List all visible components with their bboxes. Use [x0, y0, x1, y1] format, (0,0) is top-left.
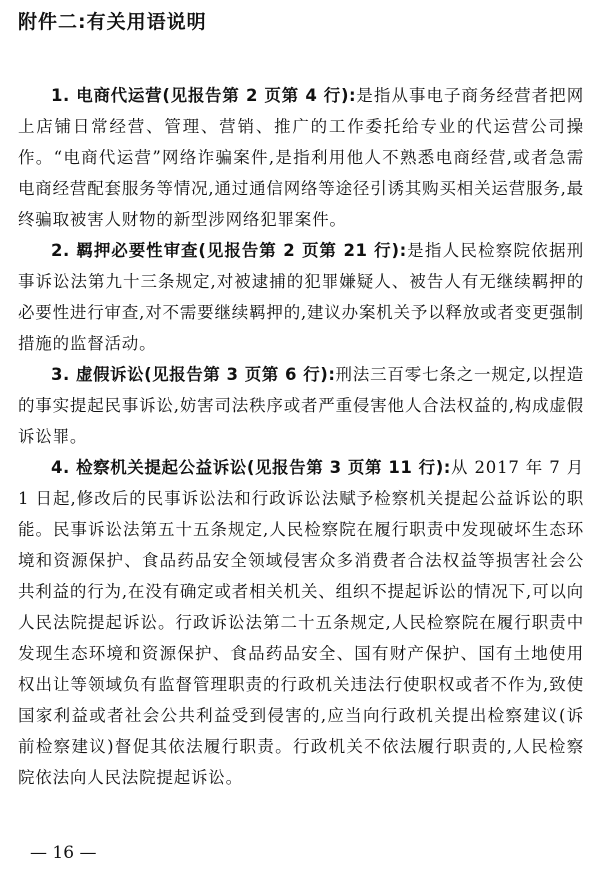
- document-body: [18, 80, 584, 793]
- term-entry-2: [18, 235, 584, 359]
- term-heading-2: 2. 羁押必要性审查(见报告第 2 页第 21 行):: [51, 241, 407, 260]
- term-entry-1: [18, 80, 584, 235]
- term-heading-4: 4. 检察机关提起公益诉讼(见报告第 3 页第 11 行):: [51, 458, 451, 477]
- term-entry-3: [18, 359, 584, 452]
- term-heading-1: 1. 电商代运营(见报告第 2 页第 4 行):: [51, 86, 357, 105]
- annex-title: 附件二:有关用语说明: [18, 11, 207, 33]
- term-heading-3: 3. 虚假诉讼(见报告第 3 页第 6 行):: [51, 365, 336, 384]
- term-definition-2: 是指人民检察院依据刑事诉讼法第九十三条规定,对被逮捕的犯罪嫌疑人、被告人有无继续羁押的必要性进行审查,对不需要继续羁押的,建议办案机关予以释放或者变更强制措施的监督活动。: [18, 241, 585, 353]
- term-definition-3: 刑法三百零七条之一规定,以捏造的事实提起民事诉讼,妨害司法秩序或者严重侵害他人合法权益的,构成虚假诉讼罪。: [18, 365, 584, 446]
- term-entry-4: [18, 452, 584, 793]
- page-number: — 16 —: [30, 843, 97, 863]
- term-definition-4: 从 2017 年 7 月 1 日起,修改后的民事诉讼法和行政诉讼法赋予检察机关提起公益诉讼的职能。民事诉讼法第五十五条规定,人民检察院在履行职责中发现破坏生态环境和资源保护、食品药品安全领域侵害众多消费者合法权益等损害社会公共利益的行为,在没有确定或者相关机关、组织不提起诉讼的情况下,可以向人民法院提起诉讼。行政诉讼法第二十五条规定,人民检察院在履行职责中发现生态环境和资源保护、食品药品安全、国有财产保护、国有土地使用权出让等领域负有监督管理职责的行政机关违法行使职权或者不作为,致使国家利益或者社会公共利益受到侵害的,应当向行政机关提出检察建议(诉前检察建议)督促其依法履行职责。行政机关不依法履行职责的,人民检察院依法向人民法院提起诉讼。: [18, 458, 585, 787]
- term-definition-1: 是指从事电子商务经营者把网上店铺日常经营、管理、营销、推广的工作委托给专业的代运营公司操作。“电商代运营”网络诈骗案件,是指利用他人不熟悉电商经营,或者急需电商经营配套服务等情况,通过通信网络等途径引诱其购买相关运营服务,最终骗取被害人财物的新型涉网络犯罪案件。: [18, 86, 584, 229]
